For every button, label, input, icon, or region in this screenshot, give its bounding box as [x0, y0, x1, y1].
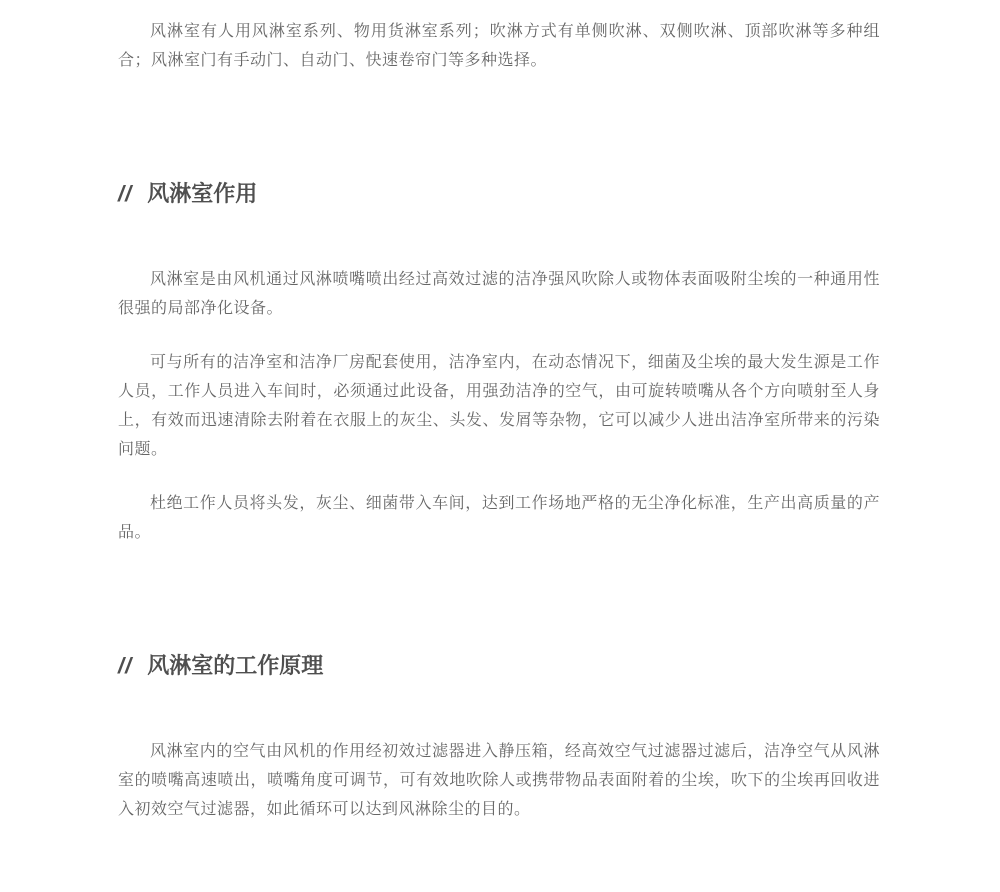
intro-paragraph: 风淋室有人用风淋室系列、物用货淋室系列；吹淋方式有单侧吹淋、双侧吹淋、顶部吹淋等多种组合；风淋室门有手动门、自动门、快速卷帘门等多种选择。	[118, 23, 880, 69]
paragraph: 风淋室内的空气由风机的作用经初效过滤器进入静压箱，经高效空气过滤器过滤后，洁净空气从风淋室的喷嘴高速喷出，喷嘴角度可调节，可有效地吹除人或携带物品表面附着的尘埃，吹下的尘埃再回收进入初效空气过滤器，如此循环可以达到风淋除尘的目的。	[118, 743, 880, 818]
article-content	[118, 0, 880, 824]
double-slash-marker: //	[118, 181, 133, 206]
section-title: 风淋室作用	[147, 181, 258, 206]
double-slash-marker: //	[118, 653, 133, 678]
paragraph: 杜绝工作人员将头发，灰尘、细菌带入车间，达到工作场地严格的无尘净化标准，生产出高质量的产品。	[118, 495, 880, 541]
section-heading-working-principle	[118, 651, 880, 681]
paragraph: 风淋室是由风机通过风淋喷嘴喷出经过高效过滤的洁净强风吹除人或物体表面吸附尘埃的一种通用性很强的局部净化设备。	[118, 271, 880, 317]
section-title: 风淋室的工作原理	[147, 653, 324, 678]
section-heading-air-shower-function	[118, 179, 880, 209]
paragraph: 可与所有的洁净室和洁净厂房配套使用，洁净室内，在动态情况下，细菌及尘埃的最大发生源是工作人员，工作人员进入车间时，必须通过此设备，用强劲洁净的空气，由可旋转喷嘴从各个方向喷射至人身上，有效而迅速清除去附着在衣服上的灰尘、头发、发屑等杂物，它可以减少人进出洁净室所带来的污染问题。	[118, 354, 880, 458]
